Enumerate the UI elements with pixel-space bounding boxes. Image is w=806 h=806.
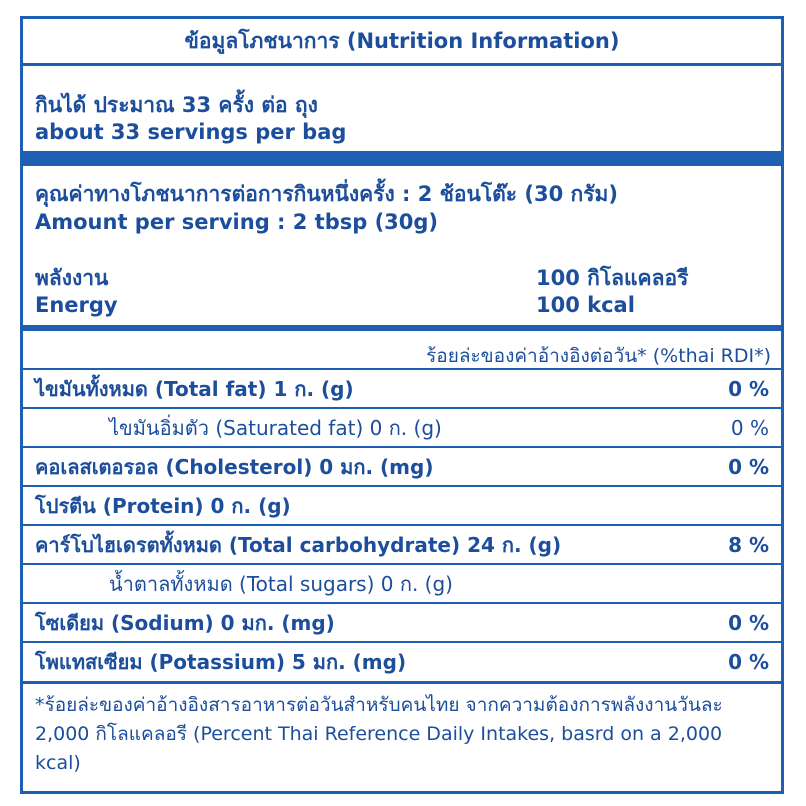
energy-label-en: Energy	[35, 293, 118, 317]
energy-label-th: พลังงาน	[35, 266, 109, 290]
nutrient-row	[23, 643, 781, 681]
rdi-header: ร้อยล่ะของค่าอ้างอิงต่อวัน* (%thai RDI*)	[426, 345, 771, 367]
footnote: *ร้อยล่ะของค่าอ้างอิงสารอาหารต่อวันสำหรับคนไทย จากความต้องการพลังงานวันละ 2,000 กิโลแคลอรี (Percent Thai Reference Daily Intakes, basrd on a 2,000 kcal)	[35, 694, 723, 774]
footnote-rule	[23, 681, 781, 684]
nutrient-row	[23, 370, 781, 408]
nutrition-panel	[20, 16, 784, 794]
nutrient-label: โปรตีน (Protein) 0 ก. (g)	[35, 494, 291, 518]
servings-en: about 33 servings per bag	[35, 120, 347, 144]
panel-title: ข้อมูลโภชนาการ (Nutrition Information)	[184, 28, 620, 53]
nutrient-label: ไขมันทั้งหมด (Total fat) 1 ก. (g)	[35, 377, 354, 401]
servings-th: กินได้ ประมาณ 33 ครั้ง ต่อ ถุง	[35, 93, 318, 117]
nutrient-label: โซเดียม (Sodium) 0 มก. (mg)	[35, 611, 335, 635]
serving-size-en: Amount per serving : 2 tbsp (30g)	[35, 210, 439, 234]
nutrient-label: คอเลสเตอรอล (Cholesterol) 0 มก. (mg)	[35, 455, 434, 479]
nutrient-rdi-percent: 0 %	[728, 455, 769, 479]
nutrient-row	[23, 448, 781, 486]
nutrient-row	[23, 487, 781, 525]
energy-rule	[23, 325, 781, 331]
nutrient-row	[23, 409, 781, 447]
nutrient-rdi-percent: 0 %	[728, 377, 769, 401]
nutrient-row	[23, 565, 781, 603]
nutrient-label: โพแทสเซียม (Potassium) 5 มก. (mg)	[35, 650, 407, 674]
nutrient-label: น้ำตาลทั้งหมด (Total sugars) 0 ก. (g)	[109, 572, 453, 596]
energy-value-en: 100 kcal	[536, 293, 635, 317]
title-rule	[23, 63, 781, 66]
nutrient-rdi-percent: 0 %	[728, 611, 769, 635]
nutrient-label: ไขมันอิ่มตัว (Saturated fat) 0 ก. (g)	[109, 416, 442, 440]
nutrient-row	[23, 604, 781, 642]
thick-rule	[23, 151, 781, 166]
nutrient-rdi-percent: 0 %	[728, 650, 769, 674]
nutrient-rdi-percent: 8 %	[728, 533, 769, 557]
nutrient-rdi-percent: 0 %	[730, 416, 769, 440]
nutrient-row	[23, 526, 781, 564]
serving-size-th: คุณค่าทางโภชนาการต่อการกินหนึ่งครั้ง : 2 ช้อนโต๊ะ (30 กรัม)	[35, 182, 618, 206]
energy-value-th: 100 กิโลแคลอรี	[536, 266, 689, 290]
nutrient-label: คาร์โบไฮเดรตทั้งหมด (Total carbohydrate) 24 ก. (g)	[35, 533, 562, 557]
